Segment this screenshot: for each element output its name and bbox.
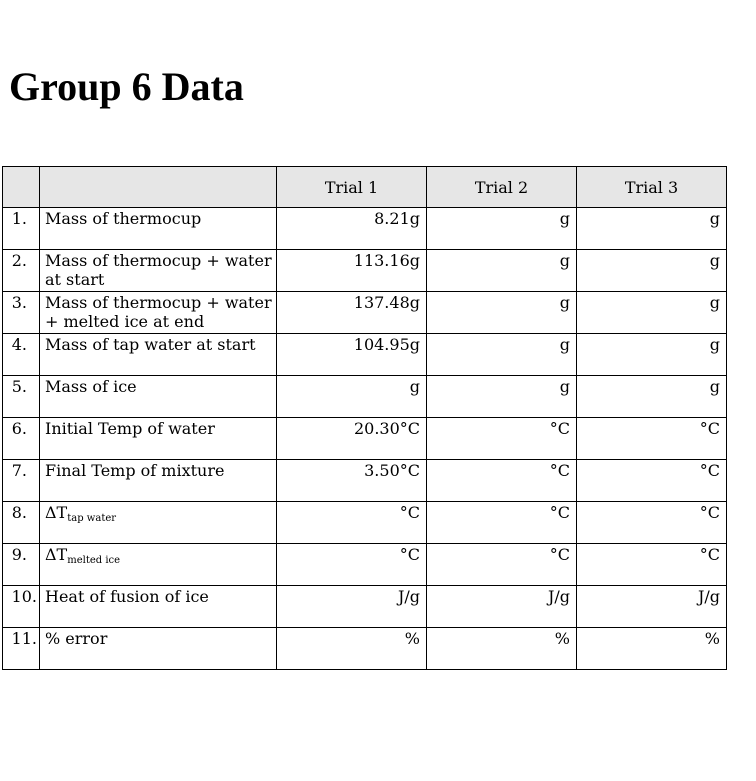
header-cell-trial-1: Trial 1	[277, 167, 427, 208]
trial-1-value: g	[277, 376, 427, 418]
row-label: Mass of tap water at start	[40, 334, 277, 376]
trial-3-value: g	[577, 292, 727, 334]
delta-t-symbol: ΔT	[45, 545, 68, 564]
table-row	[3, 544, 727, 586]
trial-2-value: °C	[427, 544, 577, 586]
trial-2-value: g	[427, 250, 577, 292]
row-number: 3.	[3, 292, 40, 334]
trial-3-value: g	[577, 250, 727, 292]
trial-2-value: °C	[427, 502, 577, 544]
trial-3-value: %	[577, 628, 727, 670]
trial-2-value: g	[427, 292, 577, 334]
trial-2-value: J/g	[427, 586, 577, 628]
row-label: Mass of thermocup + water at start	[40, 250, 277, 292]
trial-1-value: °C	[277, 502, 427, 544]
header-cell-trial-2: Trial 2	[427, 167, 577, 208]
delta-t-subscript: tap water	[67, 513, 117, 524]
row-number: 5.	[3, 376, 40, 418]
row-number: 10.	[3, 586, 40, 628]
trial-3-value: °C	[577, 544, 727, 586]
table-row	[3, 292, 727, 334]
trial-2-value: %	[427, 628, 577, 670]
table-header-row	[3, 167, 727, 208]
table-row	[3, 250, 727, 292]
row-number: 7.	[3, 460, 40, 502]
row-number: 1.	[3, 208, 40, 250]
row-number: 8.	[3, 502, 40, 544]
row-label: Initial Temp of water	[40, 418, 277, 460]
row-label	[40, 544, 277, 586]
header-cell-trial-3: Trial 3	[577, 167, 727, 208]
trial-3-value: g	[577, 208, 727, 250]
row-number: 2.	[3, 250, 40, 292]
table-row	[3, 334, 727, 376]
trial-1-value: 104.95g	[277, 334, 427, 376]
table-row	[3, 586, 727, 628]
table-row	[3, 418, 727, 460]
row-number: 6.	[3, 418, 40, 460]
row-number: 9.	[3, 544, 40, 586]
row-label: Mass of ice	[40, 376, 277, 418]
trial-2-value: g	[427, 376, 577, 418]
trial-1-value: 3.50°C	[277, 460, 427, 502]
trial-1-value: °C	[277, 544, 427, 586]
trial-1-value: %	[277, 628, 427, 670]
trial-2-value: °C	[427, 460, 577, 502]
row-label: Mass of thermocup + water + melted ice at end	[40, 292, 277, 334]
delta-t-symbol: ΔT	[45, 503, 68, 522]
table-row	[3, 208, 727, 250]
trial-3-value: °C	[577, 502, 727, 544]
table-row	[3, 460, 727, 502]
table-row	[3, 376, 727, 418]
trial-2-value: g	[427, 334, 577, 376]
trial-2-value: g	[427, 208, 577, 250]
row-number: 4.	[3, 334, 40, 376]
trial-3-value: g	[577, 376, 727, 418]
table-row	[3, 628, 727, 670]
trial-3-value: J/g	[577, 586, 727, 628]
trial-1-value: 113.16g	[277, 250, 427, 292]
header-cell-quantity	[40, 167, 277, 208]
trial-1-value: 137.48g	[277, 292, 427, 334]
row-label: Heat of fusion of ice	[40, 586, 277, 628]
data-table	[2, 166, 727, 670]
trial-1-value: 20.30°C	[277, 418, 427, 460]
trial-3-value: °C	[577, 418, 727, 460]
row-label: Mass of thermocup	[40, 208, 277, 250]
row-label: Final Temp of mixture	[40, 460, 277, 502]
trial-3-value: °C	[577, 460, 727, 502]
header-cell-number	[3, 167, 40, 208]
row-label	[40, 502, 277, 544]
page-title: Group 6 Data	[9, 64, 244, 109]
delta-t-subscript: melted ice	[67, 555, 121, 566]
trial-3-value: g	[577, 334, 727, 376]
trial-1-value: 8.21g	[277, 208, 427, 250]
trial-2-value: °C	[427, 418, 577, 460]
row-label: % error	[40, 628, 277, 670]
table-row	[3, 502, 727, 544]
trial-1-value: J/g	[277, 586, 427, 628]
row-number: 11.	[3, 628, 40, 670]
